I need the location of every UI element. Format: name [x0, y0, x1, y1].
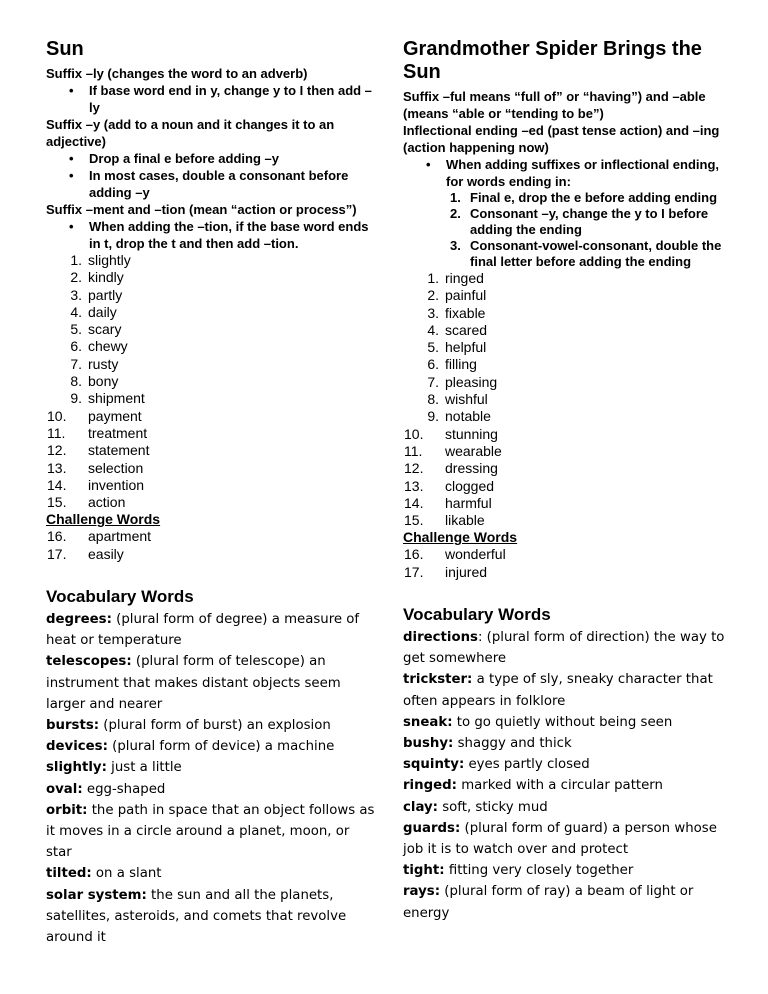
vocabulary-definition: egg-shaped: [86, 781, 166, 797]
vocabulary-definition: (plural form of guard) a person whose job it is to watch over and protect: [403, 820, 717, 858]
word-text: rusty: [88, 355, 119, 372]
vocabulary-term: trickster:: [403, 672, 473, 688]
word-text: stunning: [445, 425, 498, 442]
rule-subitem-text: Final e, drop the e before adding ending: [470, 190, 718, 205]
vocabulary-entry: [403, 881, 733, 923]
vocabulary-definition: (plural form of burst) an explosion: [103, 718, 331, 734]
rule-bullet: • Drop a final e before adding –y: [46, 150, 376, 167]
item-number: 7.: [427, 373, 439, 390]
rule-subitem: [403, 190, 733, 206]
item-number: 12.: [47, 442, 67, 459]
item-number: 10.: [47, 407, 67, 424]
vocabulary-entry: [46, 609, 376, 651]
vocabulary-definition: a type of sly, sneaky character that often appears in folklore: [403, 672, 713, 709]
vocabulary-definition: (plural form of degree) a measure of heat or temperature: [46, 612, 360, 649]
item-number: 6.: [70, 338, 82, 355]
item-number: 2.: [427, 287, 439, 304]
suffix-rule: Suffix –ly (changes the word to an adverb): [46, 66, 308, 81]
item-number: 3.: [450, 238, 461, 253]
vocabulary-term: squinty:: [403, 757, 465, 773]
vocabulary-term: guards:: [403, 820, 461, 836]
item-number: 1.: [427, 270, 439, 286]
rule-bullet: • When adding suffixes or inflectional ending, for words ending in:: [403, 156, 733, 190]
word-text: invention: [88, 476, 145, 493]
word-text: bony: [88, 373, 119, 390]
item-number: 2.: [450, 206, 461, 221]
rule-subitem: [403, 238, 733, 270]
vocabulary-definition: (plural form of telescope) an instrument that makes distant objects seem larger and nearer: [46, 654, 341, 712]
vocabulary-heading: Vocabulary Words: [46, 587, 194, 607]
vocabulary-definition: marked with a circular pattern: [461, 778, 663, 794]
item-number: 13.: [404, 477, 424, 494]
item-number: 12.: [404, 460, 424, 477]
challenge-heading: Challenge Words: [46, 511, 161, 528]
word-item: [46, 338, 376, 355]
item-number: 15.: [404, 512, 424, 529]
word-item: [46, 442, 376, 459]
vocabulary-list: [46, 609, 376, 948]
vocabulary-definition: just a little: [111, 760, 182, 776]
suffix-rule: Suffix –ment and –tion (mean “action or process”): [46, 202, 357, 217]
word-text: daily: [88, 303, 117, 320]
vocabulary-term: clay:: [403, 799, 438, 815]
word-text: kindly: [88, 269, 124, 286]
vocabulary-term: rays:: [403, 884, 441, 900]
vocabulary-list: [403, 627, 733, 924]
vocabulary-heading: Vocabulary Words: [403, 605, 551, 625]
vocabulary-term: devices:: [46, 739, 108, 755]
word-text: dressing: [445, 460, 498, 477]
word-item: [46, 390, 376, 407]
word-item: [403, 339, 733, 356]
vocabulary-definition: the path in space that an object follows as it moves in a circle around a planet, moon, or star: [46, 802, 375, 861]
word-item: [46, 356, 376, 373]
word-item: [46, 460, 376, 477]
vocabulary-entry: [403, 797, 733, 818]
item-number: 17.: [404, 563, 424, 580]
vocabulary-entry: [403, 669, 733, 711]
word-text: pleasing: [445, 373, 498, 390]
word-text: wearable: [445, 442, 502, 459]
word-text: helpful: [445, 339, 487, 356]
word-item: [46, 269, 376, 286]
vocabulary-term: tight:: [403, 863, 445, 879]
vocabulary-entry: [46, 651, 376, 715]
item-number: 13.: [47, 459, 67, 476]
vocabulary-entry: [403, 733, 733, 754]
item-number: 10.: [404, 425, 424, 442]
rule-bullets: [403, 156, 733, 190]
word-item: [46, 494, 376, 511]
rule-subitem: [403, 206, 733, 238]
vocabulary-entry: [403, 860, 733, 881]
vocabulary-term: tilted:: [46, 866, 92, 882]
vocabulary-definition: the sun and all the planets, satellites, asteroids, and comets that revolve around it: [46, 887, 347, 946]
vocabulary-definition: : (plural form of direction) the way to get somewhere: [403, 630, 725, 667]
word-item: [403, 512, 733, 529]
vocabulary-definition: soft, sticky mud: [442, 799, 548, 815]
vocabulary-entry: [46, 800, 376, 864]
word-text: action: [88, 494, 126, 511]
vocabulary-term: bushy:: [403, 736, 454, 752]
word-item: [46, 287, 376, 304]
vocabulary-entry: [403, 712, 733, 733]
item-number: 1.: [70, 252, 82, 268]
word-item: [403, 305, 733, 322]
word-item: [46, 321, 376, 338]
word-text: injured: [445, 563, 488, 580]
word-text: ringed: [445, 270, 484, 286]
word-item: [46, 425, 376, 442]
word-text: scared: [445, 321, 488, 338]
item-number: 11.: [47, 424, 66, 441]
rule-bullet: • When adding the –tion, if the base word ends in t, drop the t and then add –tion.: [46, 218, 376, 252]
item-number: 5.: [427, 339, 439, 356]
word-text: filling: [445, 356, 477, 373]
word-item: [403, 287, 733, 304]
item-number: 8.: [427, 391, 439, 408]
word-item: [403, 322, 733, 339]
word-text: clogged: [445, 477, 495, 494]
vocabulary-entry: [403, 627, 733, 669]
challenge-word-list: [46, 528, 376, 563]
item-number: 4.: [70, 303, 82, 320]
word-text: selection: [88, 459, 144, 476]
item-number: 17.: [47, 545, 67, 562]
word-item: [403, 408, 733, 425]
word-item: [46, 546, 376, 563]
item-number: 16.: [47, 528, 67, 545]
item-number: 14.: [47, 476, 67, 493]
item-number: 4.: [427, 321, 439, 338]
rule-bullet: • If base word end in y, change y to I then add –ly: [46, 82, 376, 116]
vocabulary-term: sneak:: [403, 714, 453, 730]
word-item: [46, 252, 376, 269]
vocabulary-term: bursts:: [46, 718, 100, 734]
item-number: 16.: [404, 546, 424, 563]
item-number: 15.: [47, 494, 67, 511]
item-number: 11.: [404, 442, 423, 459]
word-item: [403, 356, 733, 373]
vocabulary-definition: (plural form of ray) a beam of light or energy: [403, 884, 694, 921]
item-number: 9.: [427, 408, 439, 425]
word-text: treatment: [88, 424, 148, 441]
vocabulary-definition: shaggy and thick: [457, 736, 572, 752]
vocabulary-term: orbit:: [46, 802, 88, 818]
vocabulary-entry: [46, 757, 376, 778]
word-item: [403, 391, 733, 408]
spelling-word-list: [403, 270, 733, 529]
rule-bullets: [46, 82, 376, 116]
challenge-word-list: [403, 546, 733, 581]
word-item: [46, 304, 376, 321]
word-text: fixable: [445, 304, 486, 321]
vocabulary-entry: [46, 736, 376, 757]
vocabulary-entry: [46, 715, 376, 736]
word-item: [403, 426, 733, 443]
word-text: chewy: [88, 338, 128, 355]
item-number: 3.: [70, 286, 82, 303]
section-title: Grandmother Spider Brings the Sun: [403, 38, 702, 83]
word-item: [403, 495, 733, 512]
vocabulary-term: directions: [403, 630, 478, 646]
word-text: partly: [88, 286, 123, 303]
word-text: scary: [88, 321, 122, 338]
spelling-word-list: [46, 252, 376, 511]
vocabulary-term: telescopes:: [46, 654, 132, 670]
rule-bullets: [46, 150, 376, 201]
word-text: notable: [445, 408, 491, 425]
vocabulary-term: oval:: [46, 781, 83, 797]
item-number: 7.: [70, 355, 82, 372]
word-item: [403, 460, 733, 477]
vocabulary-entry: [46, 779, 376, 800]
word-item: [403, 478, 733, 495]
word-text: wishful: [445, 391, 488, 408]
word-text: shipment: [88, 390, 145, 407]
suffix-rule: Suffix –ful means “full of” or “having”) and –able (means “able or “tending to be”): [403, 89, 706, 121]
word-item: [403, 546, 733, 563]
vocabulary-definition: to go quietly without being seen: [456, 714, 673, 730]
vocabulary-definition: fitting very closely together: [448, 863, 634, 879]
rule-subitem-text: Consonant-vowel-consonant, double the final letter before adding the ending: [470, 238, 722, 269]
vocabulary-entry: [403, 818, 733, 860]
vocabulary-entry: [403, 775, 733, 796]
vocabulary-definition: (plural form of device) a machine: [112, 739, 335, 755]
left-column: [46, 0, 376, 948]
rule-bullets: [46, 218, 376, 252]
vocabulary-entry: [46, 863, 376, 884]
item-number: 14.: [404, 494, 424, 511]
word-item: [403, 443, 733, 460]
word-item: [46, 528, 376, 545]
vocabulary-term: ringed:: [403, 778, 457, 794]
section-title: Sun: [46, 38, 84, 60]
suffix-rule: Suffix –y (add to a noun and it changes it to an adjective): [46, 117, 335, 149]
vocabulary-entry: [403, 754, 733, 775]
item-number: 9.: [70, 390, 82, 407]
word-text: harmful: [445, 494, 492, 511]
item-number: 8.: [70, 373, 82, 390]
vocabulary-entry: [46, 885, 376, 949]
inflection-rule: Inflectional ending –ed (past tense action) and –ing (action happening now): [403, 123, 720, 155]
word-text: painful: [445, 287, 487, 304]
vocabulary-term: solar system:: [46, 887, 147, 903]
item-number: 5.: [70, 321, 82, 338]
vocabulary-definition: eyes partly closed: [468, 757, 590, 773]
word-item: [403, 374, 733, 391]
rule-subitem-text: Consonant –y, change the y to I before adding the ending: [470, 206, 709, 237]
word-text: statement: [88, 442, 150, 459]
word-text: slightly: [88, 252, 131, 268]
word-item: [403, 270, 733, 287]
rule-sublist: [403, 190, 733, 270]
word-item: [403, 564, 733, 581]
word-text: apartment: [88, 528, 152, 545]
item-number: 1.: [450, 190, 461, 205]
word-item: [46, 477, 376, 494]
vocabulary-definition: on a slant: [95, 866, 162, 882]
word-item: [46, 373, 376, 390]
challenge-heading: Challenge Words: [403, 529, 518, 546]
word-text: payment: [88, 407, 142, 424]
rule-bullet: • In most cases, double a consonant before adding –y: [46, 167, 376, 201]
vocabulary-term: slightly:: [46, 760, 107, 776]
item-number: 6.: [427, 356, 439, 373]
word-text: wonderful: [445, 546, 506, 563]
word-text: likable: [445, 512, 485, 529]
word-item: [46, 408, 376, 425]
right-column: [403, 0, 733, 924]
item-number: 3.: [427, 304, 439, 321]
vocabulary-term: degrees:: [46, 612, 112, 628]
word-text: easily: [88, 545, 124, 562]
item-number: 2.: [70, 269, 82, 286]
